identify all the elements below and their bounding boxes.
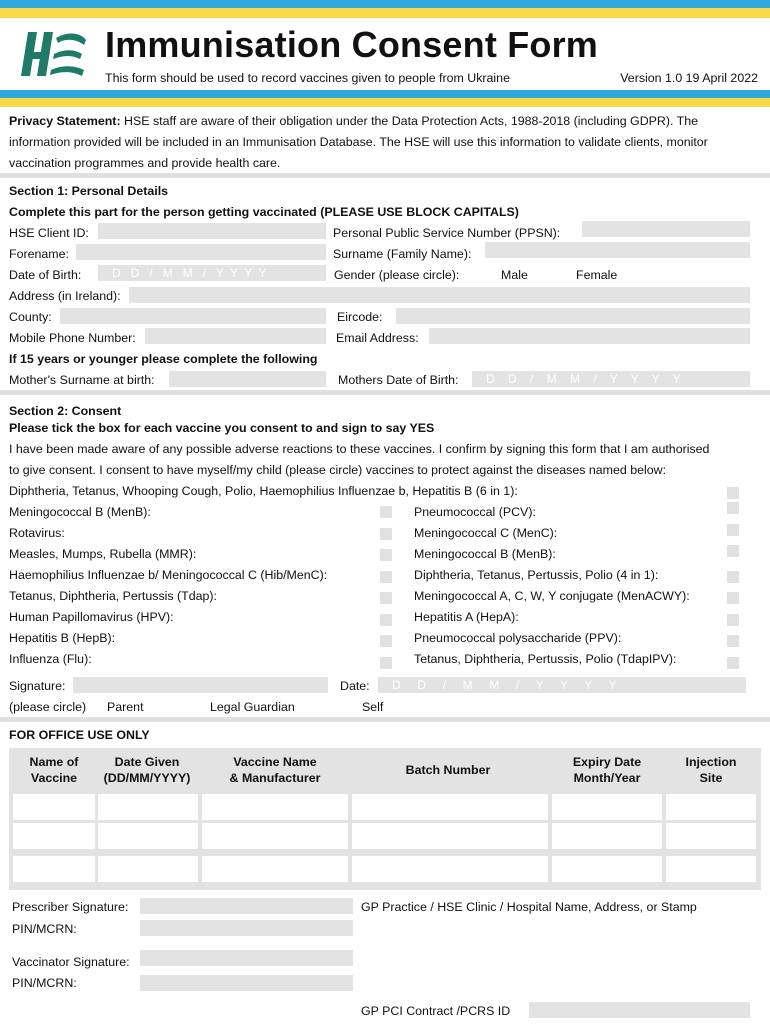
- consent-statement-line1: I have been made aware of any possible adverse reactions to these vaccines. I confirm by signing this form that I am authorised: [9, 442, 710, 456]
- eircode-field[interactable]: [396, 308, 750, 324]
- table-cell[interactable]: [666, 823, 756, 849]
- dob-field[interactable]: D D / M M / Y Y Y Y: [98, 265, 326, 281]
- vaccine-label: Meningococcal C (MenC):: [414, 526, 558, 540]
- hse-client-id-field[interactable]: [98, 223, 326, 239]
- under15-heading: If 15 years or younger please complete the following: [9, 352, 318, 366]
- table-cell[interactable]: [202, 794, 348, 820]
- vaccine-checkbox[interactable]: [727, 657, 739, 669]
- vaccine-checkbox[interactable]: [380, 635, 392, 647]
- table-cell[interactable]: [13, 823, 95, 849]
- ppsn-field[interactable]: [582, 221, 750, 237]
- date-field[interactable]: D D / M M / Y Y Y Y: [378, 677, 746, 693]
- eircode-label: Eircode:: [337, 310, 383, 324]
- county-label: County:: [9, 310, 52, 324]
- parent-option[interactable]: Parent: [107, 700, 144, 714]
- table-cell[interactable]: [13, 856, 95, 882]
- please-circle-label: (please circle): [9, 700, 87, 714]
- mother-surname-field[interactable]: [169, 371, 326, 387]
- column-header: Vaccine Name & Manufacturer: [229, 755, 321, 785]
- vaccine-label: Measles, Mumps, Rubella (MMR):: [9, 547, 197, 561]
- vaccinator-signature-label: Vaccinator Signature:: [12, 955, 130, 969]
- legal-guardian-option[interactable]: Legal Guardian: [210, 700, 295, 714]
- vaccine-checkbox[interactable]: [380, 549, 392, 561]
- county-field[interactable]: [60, 308, 326, 324]
- section2-heading: Section 2: Consent: [9, 404, 122, 418]
- table-cell[interactable]: [552, 794, 662, 820]
- table-cell[interactable]: [552, 823, 662, 849]
- vaccine-checkbox[interactable]: [727, 571, 739, 583]
- vaccine-checkbox[interactable]: [380, 657, 392, 669]
- mobile-field[interactable]: [145, 328, 326, 344]
- privacy-text: HSE staff are aware of their obligation under the Data Protection Acts, 1988-2018 (including GDPR). The information provided will be included in an Immunisation Database. The HSE will use this information to validate clients, monitor vaccination programmes and provide health care.: [9, 114, 708, 170]
- vaccine-checkbox[interactable]: [727, 592, 739, 604]
- vaccine-6in1-label: Diphtheria, Tetanus, Whooping Cough, Polio, Haemophilius Influenzae b, Hepatitis B (6 in 1):: [9, 484, 518, 498]
- address-field[interactable]: [129, 287, 750, 303]
- office-use-table: [9, 748, 761, 890]
- forename-field[interactable]: [76, 244, 326, 260]
- vaccine-checkbox[interactable]: [380, 592, 392, 604]
- vaccine-checkbox[interactable]: [380, 614, 392, 626]
- signature-label: Signature:: [9, 679, 66, 693]
- vaccine-checkbox[interactable]: [380, 528, 392, 540]
- column-header: Batch Number: [405, 763, 491, 777]
- prescriber-pin-field[interactable]: [140, 920, 353, 936]
- prescriber-signature-label: Prescriber Signature:: [12, 900, 129, 914]
- mid-yellow-band: [0, 98, 770, 107]
- table-cell[interactable]: [352, 856, 548, 882]
- vaccine-label: Tetanus, Diphtheria, Pertussis, Polio (TdapIPV):: [414, 652, 677, 666]
- gender-label: Gender (please circle):: [334, 268, 460, 282]
- vaccine-label: Haemophilius Influenzae b/ Meningococcal C (Hib/MenC):: [9, 568, 328, 582]
- table-cell[interactable]: [352, 823, 548, 849]
- hse-client-id-label: HSE Client ID:: [9, 226, 89, 240]
- section1-instruction: Complete this part for the person getting vaccinated (PLEASE USE BLOCK CAPITALS): [9, 205, 519, 219]
- table-cell[interactable]: [13, 794, 95, 820]
- mid-blue-band: [0, 90, 770, 98]
- vaccine-checkbox[interactable]: [727, 614, 739, 626]
- vaccine-checkbox[interactable]: [727, 502, 739, 514]
- vaccine-label: Human Papillomavirus (HPV):: [9, 610, 174, 624]
- privacy-statement: [9, 111, 761, 174]
- ppsn-label: Personal Public Service Number (PPSN):: [333, 226, 561, 240]
- section-divider: [0, 390, 770, 395]
- column-header: Injection Site: [685, 755, 737, 785]
- section1-heading: Section 1: Personal Details: [9, 184, 169, 198]
- gp-practice-label: GP Practice / HSE Clinic / Hospital Name, Address, or Stamp: [361, 900, 697, 914]
- vaccine-label: Meningococcal A, C, W, Y conjugate (MenACWY):: [414, 589, 690, 603]
- column-header: Name of Vaccine: [29, 755, 79, 785]
- self-option[interactable]: Self: [362, 700, 384, 714]
- vaccine-6in1-checkbox[interactable]: [727, 487, 739, 499]
- vaccine-label: Hepatitis B (HepB):: [9, 631, 116, 645]
- email-field[interactable]: [429, 328, 750, 344]
- office-heading: FOR OFFICE USE ONLY: [9, 728, 150, 742]
- table-cell[interactable]: [666, 856, 756, 882]
- section2-instruction: Please tick the box for each vaccine you consent to and sign to say YES: [9, 421, 435, 435]
- vaccine-checkbox[interactable]: [380, 571, 392, 583]
- hse-logo-icon: [18, 28, 90, 80]
- gp-pci-field[interactable]: [529, 1002, 750, 1018]
- table-cell[interactable]: [98, 823, 198, 849]
- vaccinator-signature-field[interactable]: [140, 950, 353, 966]
- page-title: Immunisation Consent Form: [105, 24, 599, 65]
- address-label: Address (in Ireland):: [9, 289, 121, 303]
- vaccine-label: Rotavirus:: [9, 526, 65, 540]
- top-yellow-band: [0, 8, 770, 18]
- signature-field[interactable]: [73, 677, 328, 693]
- vaccine-label: Tetanus, Diphtheria, Pertussis (Tdap):: [9, 589, 217, 603]
- gender-female-option[interactable]: Female: [576, 268, 618, 282]
- mother-dob-field[interactable]: D D / M M / Y Y Y Y: [472, 371, 750, 387]
- vaccine-checkbox[interactable]: [727, 524, 739, 536]
- vaccine-checkbox[interactable]: [380, 506, 392, 518]
- vaccine-label: Meningococcal B (MenB):: [9, 505, 151, 519]
- vaccine-label: Influenza (Flu):: [9, 652, 92, 666]
- vaccine-label: Meningococcal B (MenB):: [414, 547, 556, 561]
- vaccine-label: Pneumococcal polysaccharide (PPV):: [414, 631, 622, 645]
- vaccine-label: Hepatitis A (HepA):: [414, 610, 519, 624]
- gender-male-option[interactable]: Male: [501, 268, 528, 282]
- column-header: Expiry Date Month/Year: [572, 755, 642, 785]
- pin-mcrn-label: PIN/MCRN:: [12, 976, 77, 990]
- section-divider: [0, 173, 770, 178]
- privacy-label: Privacy Statement:: [9, 114, 121, 128]
- pin-mcrn-label: PIN/MCRN:: [12, 922, 77, 936]
- surname-label: Surname (Family Name):: [333, 247, 472, 261]
- mother-dob-label: Mothers Date of Birth:: [338, 373, 459, 387]
- page-subtitle: This form should be used to record vaccines given to people from Ukraine: [105, 71, 510, 85]
- email-label: Email Address:: [336, 331, 419, 345]
- vaccine-label: Pneumococcal (PCV):: [414, 505, 536, 519]
- version-label: Version 1.0 19 April 2022: [620, 71, 758, 85]
- table-cell[interactable]: [98, 856, 198, 882]
- table-cell[interactable]: [552, 856, 662, 882]
- column-header: Date Given (DD/MM/YYYY): [103, 755, 191, 785]
- vaccine-checkbox[interactable]: [727, 545, 739, 557]
- vaccine-checkbox[interactable]: [727, 635, 739, 647]
- vaccine-label: Diphtheria, Tetanus, Pertussis, Polio (4 in 1):: [414, 568, 659, 582]
- table-cell[interactable]: [666, 794, 756, 820]
- section-divider: [0, 717, 770, 722]
- mobile-label: Mobile Phone Number:: [9, 331, 136, 345]
- mother-surname-label: Mother's Surname at birth:: [9, 373, 155, 387]
- table-cell[interactable]: [98, 794, 198, 820]
- prescriber-signature-field[interactable]: [140, 898, 353, 914]
- date-label: Date:: [340, 679, 370, 693]
- table-cell[interactable]: [352, 794, 548, 820]
- top-blue-band: [0, 0, 770, 8]
- vaccinator-pin-field[interactable]: [140, 975, 353, 991]
- table-cell[interactable]: [202, 823, 348, 849]
- table-cell[interactable]: [202, 856, 348, 882]
- surname-field[interactable]: [485, 242, 750, 258]
- forename-label: Forename:: [9, 247, 69, 261]
- gp-pci-label: GP PCI Contract /PCRS ID: [361, 1004, 511, 1018]
- dob-label: Date of Birth:: [9, 268, 82, 282]
- consent-statement-line2: to give consent. I consent to have myself/my child (please circle) vaccines to protect against the diseases named below:: [9, 463, 667, 477]
